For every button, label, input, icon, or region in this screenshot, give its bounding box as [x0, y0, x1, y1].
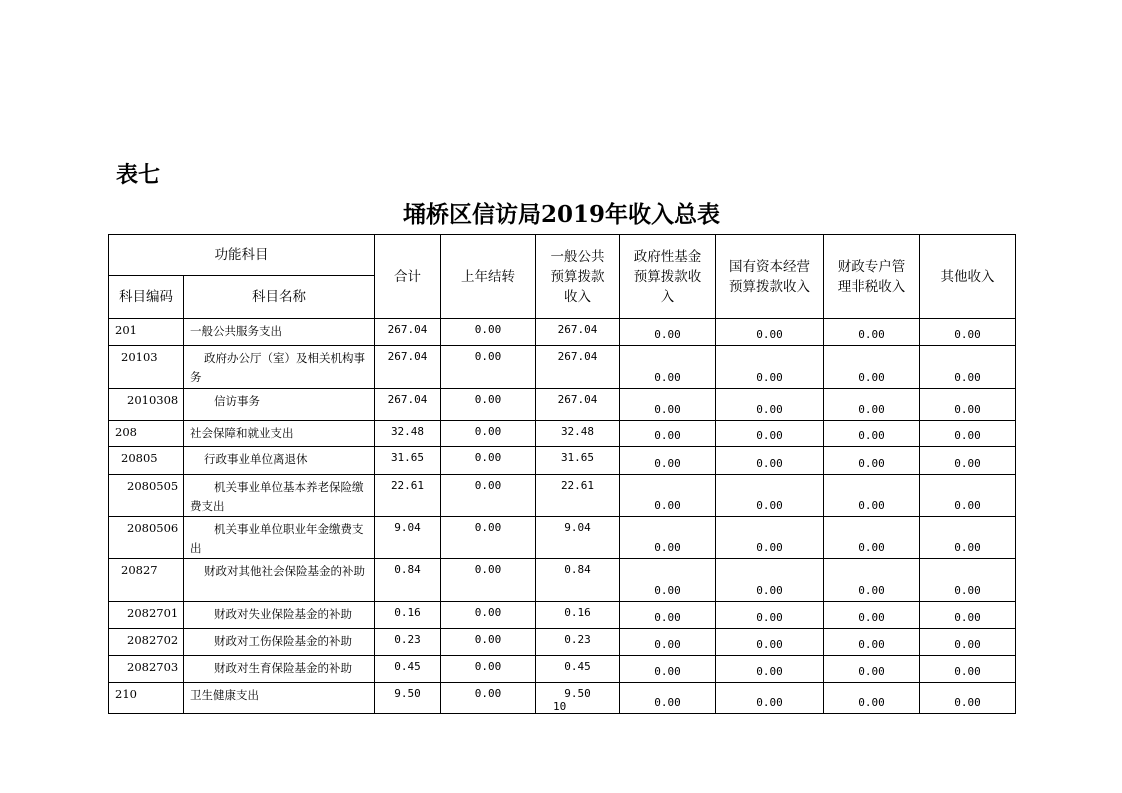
- header-function-subject: 功能科目: [109, 235, 375, 276]
- header-subject-name: 科目名称: [184, 276, 375, 319]
- subject-code: 210: [115, 687, 137, 701]
- value-state: 0.00: [756, 371, 783, 384]
- value-other: 0.00: [954, 457, 981, 470]
- header-prev-carryover: 上年结转: [441, 235, 536, 319]
- value-total: 0.84: [394, 563, 421, 576]
- value-fund: 0.00: [654, 429, 681, 442]
- value-other: 0.00: [954, 611, 981, 624]
- table-row: [109, 559, 1016, 602]
- header-general-budget-text: 一般公共预算拨款收入: [550, 248, 605, 305]
- table-row: [109, 346, 1016, 389]
- table-row: [109, 602, 1016, 629]
- subject-name: 财政对失业保险基金的补助: [214, 607, 352, 621]
- subject-name: 社会保障和就业支出: [190, 426, 294, 440]
- table-row: [109, 629, 1016, 656]
- value-other: 0.00: [954, 638, 981, 651]
- value-total: 9.50: [394, 687, 421, 700]
- value-prev: 0.00: [474, 479, 502, 492]
- value-fund: 0.00: [654, 371, 681, 384]
- value-total: 0.23: [394, 633, 421, 646]
- subject-name: 财政对工伤保险基金的补助: [214, 634, 352, 648]
- value-special: 0.00: [858, 457, 885, 470]
- subject-code: 2082702: [127, 633, 179, 647]
- value-general: 267.04: [557, 323, 598, 336]
- header-total: 合计: [375, 235, 441, 319]
- subject-name: 卫生健康支出: [190, 688, 259, 702]
- table-label: 表七: [116, 163, 161, 188]
- value-other: 0.00: [954, 429, 981, 442]
- subject-code: 20827: [121, 563, 158, 577]
- value-state: 0.00: [756, 584, 783, 597]
- header-other-income: 其他收入: [920, 235, 1016, 319]
- value-fund: 0.00: [654, 696, 681, 709]
- value-prev: 0.00: [474, 687, 502, 700]
- value-special: 0.00: [858, 611, 885, 624]
- value-other: 0.00: [954, 584, 981, 597]
- subject-name: 机关事业单位职业年金缴费支出: [190, 522, 364, 555]
- header-general-budget: [536, 235, 620, 319]
- subject-code: 20103: [121, 350, 158, 364]
- value-prev: 0.00: [474, 425, 502, 438]
- value-special: 0.00: [858, 328, 885, 341]
- table-row: [109, 421, 1016, 447]
- value-total: 0.45: [394, 660, 421, 673]
- value-total: 267.04: [387, 393, 428, 406]
- value-general: 22.61: [560, 479, 595, 492]
- value-general: 9.50: [564, 687, 591, 700]
- value-general: 267.04: [557, 350, 598, 363]
- value-special: 0.00: [858, 665, 885, 678]
- value-prev: 0.00: [474, 633, 502, 646]
- subject-code: 2080506: [127, 521, 179, 535]
- value-total: 267.04: [387, 323, 428, 336]
- value-special: 0.00: [858, 371, 885, 384]
- value-state: 0.00: [756, 403, 783, 416]
- value-general: 0.23: [564, 633, 591, 646]
- value-total: 267.04: [387, 350, 428, 363]
- value-state: 0.00: [756, 611, 783, 624]
- value-other: 0.00: [954, 696, 981, 709]
- subject-name: 行政事业单位离退休: [204, 452, 308, 466]
- header-state-capital: [716, 235, 824, 319]
- value-prev: 0.00: [474, 393, 502, 406]
- value-prev: 0.00: [474, 350, 502, 363]
- value-general: 0.84: [564, 563, 591, 576]
- value-prev: 0.00: [474, 451, 502, 464]
- value-other: 0.00: [954, 403, 981, 416]
- value-state: 0.00: [756, 328, 783, 341]
- table-row: [109, 447, 1016, 475]
- table-row: [109, 517, 1016, 559]
- subject-name: 机关事业单位基本养老保险缴费支出: [190, 480, 364, 513]
- header-special-account-text: 财政专户管理非税收入: [837, 258, 906, 295]
- value-special: 0.00: [858, 403, 885, 416]
- value-prev: 0.00: [474, 660, 502, 673]
- value-fund: 0.00: [654, 584, 681, 597]
- value-state: 0.00: [756, 541, 783, 554]
- value-general: 31.65: [560, 451, 595, 464]
- header-state-capital-text: 国有资本经营预算拨款收入: [729, 258, 810, 295]
- header-subject-code: 科目编码: [109, 276, 184, 319]
- value-other: 0.00: [954, 541, 981, 554]
- value-fund: 0.00: [654, 499, 681, 512]
- value-special: 0.00: [858, 584, 885, 597]
- subject-code: 201: [115, 323, 137, 337]
- subject-code: 2010308: [127, 393, 179, 407]
- header-special-account: [824, 235, 920, 319]
- value-other: 0.00: [954, 499, 981, 512]
- subject-code: 2082703: [127, 660, 179, 674]
- value-special: 0.00: [858, 638, 885, 651]
- value-general: 0.45: [564, 660, 591, 673]
- table-row: [109, 319, 1016, 346]
- value-fund: 0.00: [654, 328, 681, 341]
- document-title: 埇桥区信访局2019年收入总表: [402, 201, 720, 228]
- value-state: 0.00: [756, 696, 783, 709]
- value-state: 0.00: [756, 429, 783, 442]
- page-number: 10: [553, 700, 567, 713]
- table-row: [109, 656, 1016, 683]
- value-fund: 0.00: [654, 403, 681, 416]
- subject-code: 208: [115, 425, 137, 439]
- value-state: 0.00: [756, 638, 783, 651]
- value-special: 0.00: [858, 499, 885, 512]
- value-fund: 0.00: [654, 638, 681, 651]
- value-other: 0.00: [954, 371, 981, 384]
- value-fund: 0.00: [654, 457, 681, 470]
- value-state: 0.00: [756, 665, 783, 678]
- value-other: 0.00: [954, 665, 981, 678]
- value-fund: 0.00: [654, 541, 681, 554]
- value-fund: 0.00: [654, 611, 681, 624]
- table-row: [109, 389, 1016, 421]
- value-state: 0.00: [756, 457, 783, 470]
- value-prev: 0.00: [474, 323, 502, 336]
- header-gov-fund: [620, 235, 716, 319]
- subject-name: 财政对生育保险基金的补助: [214, 661, 352, 675]
- value-prev: 0.00: [474, 606, 502, 619]
- value-other: 0.00: [954, 328, 981, 341]
- table-row: [109, 475, 1016, 517]
- header-gov-fund-text: 政府性基金预算拨款收入: [633, 248, 702, 305]
- value-general: 9.04: [564, 521, 591, 534]
- value-special: 0.00: [858, 541, 885, 554]
- value-total: 32.48: [390, 425, 425, 438]
- subject-name: 财政对其他社会保险基金的补助: [204, 564, 365, 578]
- subject-name: 信访事务: [214, 394, 260, 408]
- value-prev: 0.00: [474, 521, 502, 534]
- subject-code: 2082701: [127, 606, 179, 620]
- value-total: 9.04: [394, 521, 421, 534]
- value-total: 22.61: [390, 479, 425, 492]
- value-state: 0.00: [756, 499, 783, 512]
- income-summary-table: [108, 234, 1016, 714]
- subject-code: 2080505: [127, 479, 179, 493]
- subject-name: 一般公共服务支出: [190, 324, 282, 338]
- value-general: 32.48: [560, 425, 595, 438]
- value-total: 31.65: [390, 451, 425, 464]
- value-general: 0.16: [564, 606, 591, 619]
- subject-name: 政府办公厅（室）及相关机构事务: [190, 351, 365, 384]
- value-total: 0.16: [394, 606, 421, 619]
- value-fund: 0.00: [654, 665, 681, 678]
- value-special: 0.00: [858, 429, 885, 442]
- value-general: 267.04: [557, 393, 598, 406]
- value-prev: 0.00: [474, 563, 502, 576]
- subject-code: 20805: [121, 451, 158, 465]
- value-special: 0.00: [858, 696, 885, 709]
